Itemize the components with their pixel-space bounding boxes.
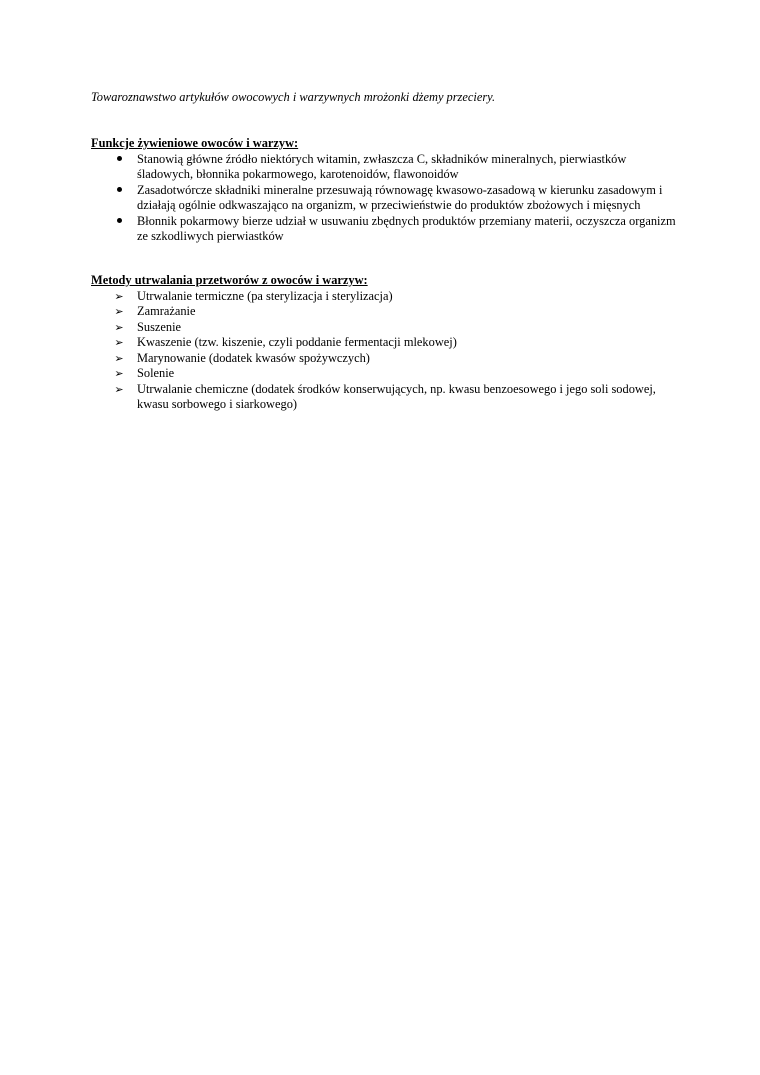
bullet-icon xyxy=(111,214,127,230)
arrow-bullet-icon: ➢ xyxy=(114,336,124,349)
section-heading: Metody utrwalania przetworów z owoców i warzyw: xyxy=(91,273,368,287)
arrow-bullet-icon: ➢ xyxy=(114,367,124,380)
section-preservation-methods xyxy=(91,273,681,413)
bullet-icon xyxy=(111,183,127,199)
list-item xyxy=(91,366,681,382)
list-item xyxy=(91,320,681,336)
list-item xyxy=(91,304,681,320)
list-item-text: Utrwalanie termiczne (pa sterylizacja i sterylizacja) xyxy=(137,288,393,303)
list-item xyxy=(91,214,681,245)
list-item-text: Utrwalanie chemiczne (dodatek środków konserwujących, np. kwasu benzoesowego i jego soli sodowej, kwasu sorbowego i siarkowego) xyxy=(137,381,656,411)
list-item-text: Zasadotwórcze składniki mineralne przesuwają równowagę kwasowo-zasadową w kierunku zasadowym i działają ogólnie odkwaszająco na organizm, w przeciwieństwie do produktów zbożowych i mięsnych xyxy=(137,182,663,212)
bullet-icon xyxy=(111,152,127,168)
arrow-bullet-icon: ➢ xyxy=(114,305,124,318)
list-item xyxy=(91,152,681,183)
list-item xyxy=(91,351,681,367)
list-item xyxy=(91,335,681,351)
list-item-text: Kwaszenie (tzw. kiszenie, czyli poddanie fermentacji mlekowej) xyxy=(137,335,457,349)
list-item-text: Solenie xyxy=(137,366,175,380)
list-item xyxy=(91,183,681,214)
list-item xyxy=(91,382,681,413)
bullet-list xyxy=(91,152,681,245)
arrow-bullet-icon: ➢ xyxy=(114,289,124,303)
arrow-bullet-icon: ➢ xyxy=(114,320,124,334)
list-item-text: Zamrażanie xyxy=(137,304,196,318)
list-item-text: Błonnik pokarmowy bierze udział w usuwaniu zbędnych produktów przemiany materii, oczyszcza organizm ze szkodliwych pierwiastków xyxy=(137,213,676,243)
list-item xyxy=(91,289,681,305)
section-nutrition-functions xyxy=(91,136,681,245)
list-item-text: Marynowanie (dodatek kwasów spożywczych) xyxy=(137,350,370,365)
arrow-list xyxy=(91,289,681,413)
document-title: Towaroznawstwo artykułów owocowych i warzywnych mrożonki dżemy przeciery. xyxy=(91,90,496,104)
section-heading: Funkcje żywieniowe owoców i warzyw: xyxy=(91,136,299,150)
arrow-bullet-icon: ➢ xyxy=(114,351,124,365)
list-item-text: Suszenie xyxy=(137,319,182,334)
list-item-text: Stanowią główne źródło niektórych witamin, zwłaszcza C, składników mineralnych, pierwiastków śladowych, błonnika pokarmowego, karotenoidów, flawonoidów xyxy=(137,151,627,181)
arrow-bullet-icon: ➢ xyxy=(114,382,124,396)
